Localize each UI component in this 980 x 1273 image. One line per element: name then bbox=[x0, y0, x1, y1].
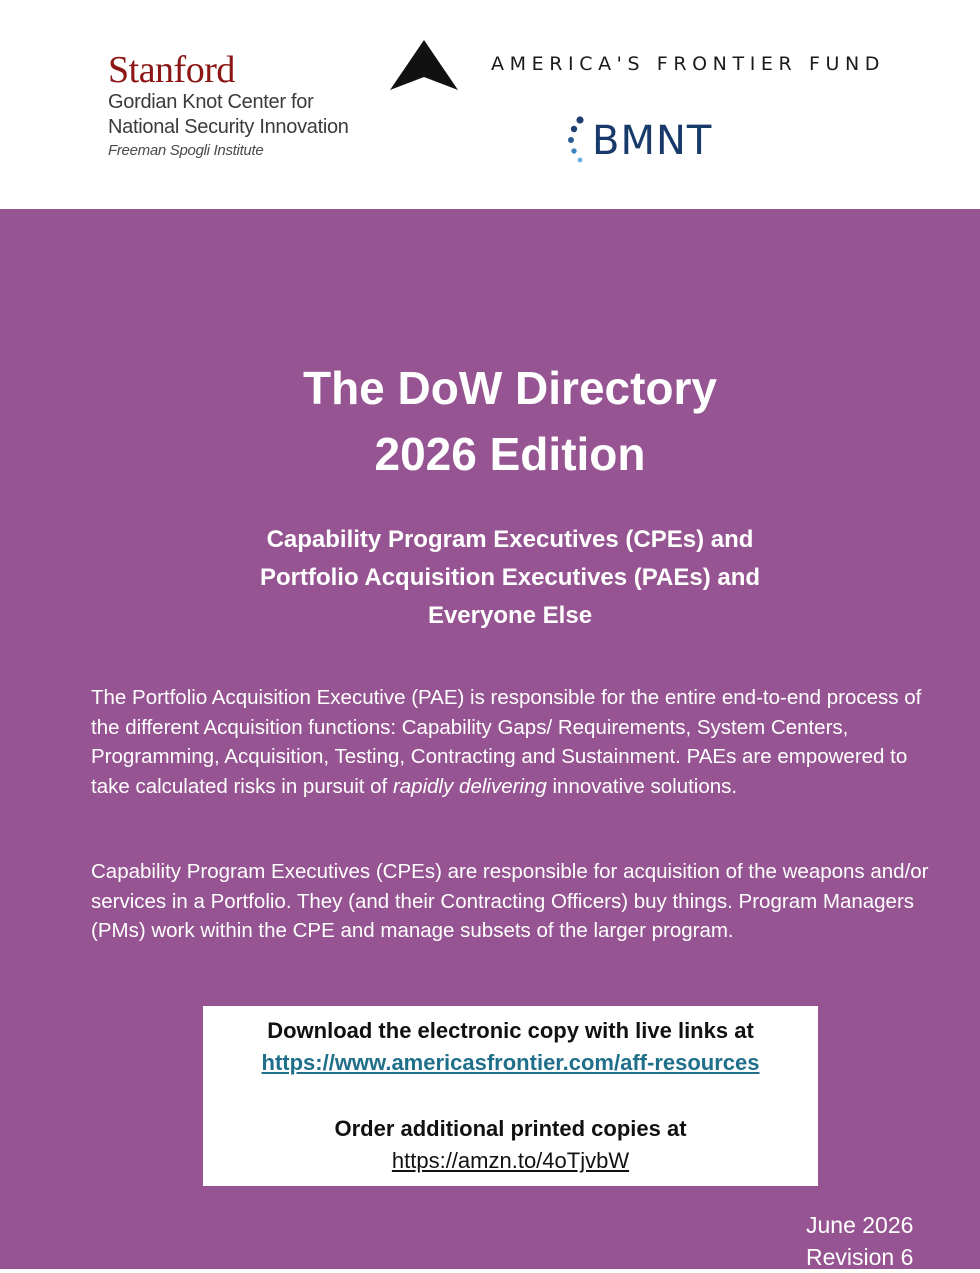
institute-name: Freeman Spogli Institute bbox=[108, 142, 264, 159]
edition-date: June 2026 bbox=[806, 1212, 914, 1238]
aff-arrowhead-icon bbox=[390, 40, 458, 92]
center-name-line2: National Security Innovation bbox=[108, 116, 349, 138]
title-line2: 2026 Edition bbox=[374, 428, 646, 480]
pae-text-start: The Portfolio Acquisition Executive (PAE) is responsible for the entire end-to-end process of the different Acquisition functions: Capability Gaps/ Requirements, System Centers, Programming, Acquisition, Testing, Contracting and Sustainment. PAEs are empowered to take calculated risks in pursuit of bbox=[91, 686, 922, 798]
pae-description-paragraph bbox=[91, 683, 941, 801]
document-title bbox=[0, 355, 980, 487]
pae-text-emphasis: rapidly delivering bbox=[392, 774, 547, 798]
stanford-gordian-knot-logo bbox=[108, 50, 349, 162]
stanford-wordmark: Stanford bbox=[108, 49, 235, 91]
subtitle-line2: Portfolio Acquisition Executives (PAEs) and bbox=[259, 564, 761, 591]
subtitle-line1: Capability Program Executives (CPEs) and bbox=[266, 526, 754, 553]
bmnt-dots-icon bbox=[566, 116, 592, 164]
logo-header bbox=[0, 0, 980, 209]
revision-number: Revision 6 bbox=[806, 1244, 914, 1270]
subtitle-line3: Everyone Else bbox=[427, 602, 593, 629]
order-label: Order additional printed copies at bbox=[334, 1116, 687, 1141]
bmnt-wordmark: BMNT bbox=[592, 118, 713, 164]
center-name-line1: Gordian Knot Center for bbox=[108, 91, 314, 113]
download-label: Download the electronic copy with live links at bbox=[267, 1018, 754, 1043]
cover-panel bbox=[0, 209, 980, 1269]
cpe-description-paragraph: Capability Program Executives (CPEs) are responsible for acquisition of the weapons and/or services in a Portfolio. They (and their Contracting Officers) buy things. Program Managers (PMs) work within the CPE and manage subsets of the larger program. bbox=[91, 860, 929, 942]
links-box bbox=[203, 1006, 818, 1186]
title-line1: The DoW Directory bbox=[302, 362, 718, 414]
order-link[interactable]: https://amzn.to/4oTjvbW bbox=[391, 1148, 630, 1173]
download-link[interactable]: https://www.americasfrontier.com/aff-resources bbox=[261, 1050, 760, 1075]
edition-date-block bbox=[806, 1209, 913, 1273]
aff-wordmark: AMERICA'S FRONTIER FUND bbox=[491, 53, 886, 75]
document-subtitle bbox=[0, 521, 980, 635]
pae-text-end: innovative solutions. bbox=[546, 774, 738, 798]
